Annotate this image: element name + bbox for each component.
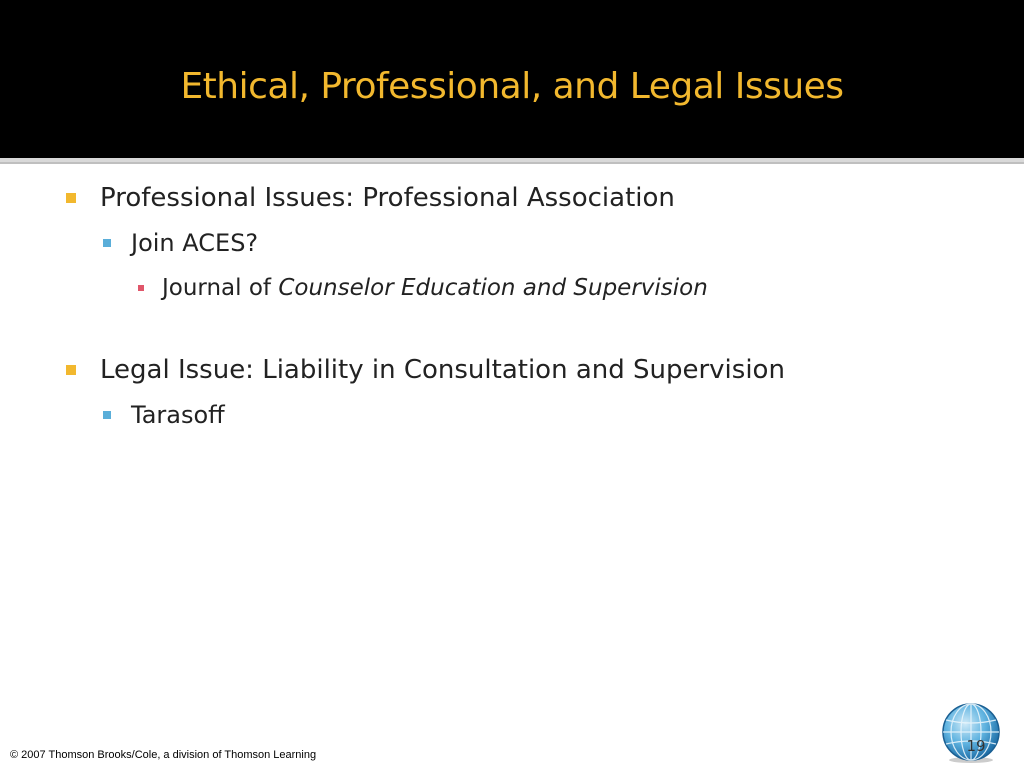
subsubbullet-journal xyxy=(138,270,708,306)
bullet-text: Legal Issue: Liability in Consultation and Supervision xyxy=(100,355,785,385)
title-divider-shadow xyxy=(0,162,1024,164)
journal-title: Counselor Education and Supervision xyxy=(278,275,708,301)
bullet-marker xyxy=(103,411,111,419)
subbullet-tarasoff xyxy=(103,397,225,433)
bullet-text-prefix: Journal of xyxy=(162,275,279,301)
slide-title: Ethical, Professional, and Legal Issues xyxy=(180,66,844,107)
bullet-marker xyxy=(66,193,76,203)
bullet-marker xyxy=(138,285,144,291)
bullet-legal-issue xyxy=(66,352,785,388)
copyright-footer: © 2007 Thomson Brooks/Cole, a division of Thomson Learning xyxy=(10,749,317,761)
bullet-marker xyxy=(66,365,76,375)
bullet-professional-issues xyxy=(66,180,675,216)
bullet-text: Professional Issues: Professional Association xyxy=(100,183,675,213)
subbullet-join-aces xyxy=(103,225,258,261)
page-number: 19 xyxy=(966,737,986,755)
bullet-text: Join ACES? xyxy=(131,229,259,257)
bullet-marker xyxy=(103,239,111,247)
bullet-text: Tarasoff xyxy=(131,401,225,429)
